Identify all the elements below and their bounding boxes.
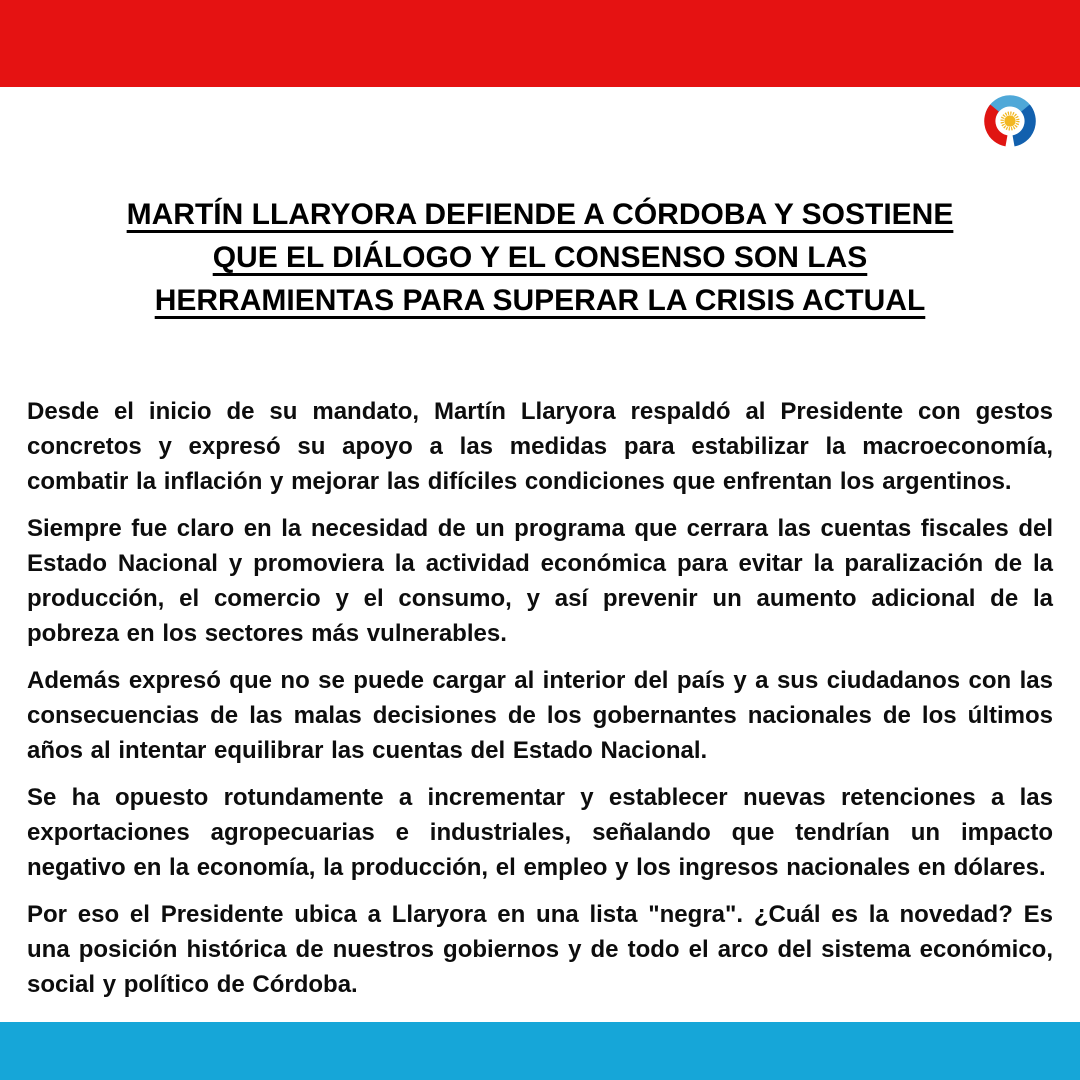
- article-paragraph-2: Siempre fue claro en la necesidad de un programa que cerrara las cuentas fiscales del Estado Nacional y promoviera la actividad económica para evitar la paralización de la producción, el comercio y el consumo, y así prevenir un aumento adicional de la pobreza en los sectores más vulnerables.: [27, 515, 1053, 647]
- article-title: [57, 193, 1023, 322]
- article-title-line-3: HERRAMIENTAS PARA SUPERAR LA CRISIS ACTUAL: [154, 284, 926, 317]
- article-paragraph-3: Además expresó que no se puede cargar al interior del país y a sus ciudadanos con las consecuencias de las malas decisiones de los gobernantes nacionales de los últimos años al intentar equilibrar las cuentas del Estado Nacional.: [27, 667, 1053, 764]
- bottom-blue-banner: [0, 1022, 1080, 1080]
- article-paragraph-5: Por eso el Presidente ubica a Llaryora en una lista "negra". ¿Cuál es la novedad? Es una posición histórica de nuestros gobiernos y de todo el arco del sistema económico, social y político de Córdoba.: [27, 901, 1053, 998]
- article-paragraph-1: Desde el inicio de su mandato, Martín Llaryora respaldó al Presidente con gestos concretos y expresó su apoyo a las medidas para estabilizar la macroeconomía, combatir la inflación y mejorar las difíciles condiciones que enfrentan los argentinos.: [27, 398, 1053, 495]
- article-paragraph-4: Se ha opuesto rotundamente a incrementar y establecer nuevas retenciones a las exportaciones agropecuarias e industriales, señalando que tendrían un impacto negativo en la economía, la producción, el empleo y los ingresos nacionales en dólares.: [27, 784, 1053, 881]
- article-body: [27, 394, 1053, 1002]
- article-title-line-1: MARTÍN LLARYORA DEFIENDE A CÓRDOBA Y SOSTIENE: [126, 198, 954, 231]
- article: [0, 87, 1080, 1002]
- article-title-line-2: QUE EL DIÁLOGO Y EL CONSENSO SON LAS: [212, 241, 868, 274]
- top-red-banner: [0, 0, 1080, 87]
